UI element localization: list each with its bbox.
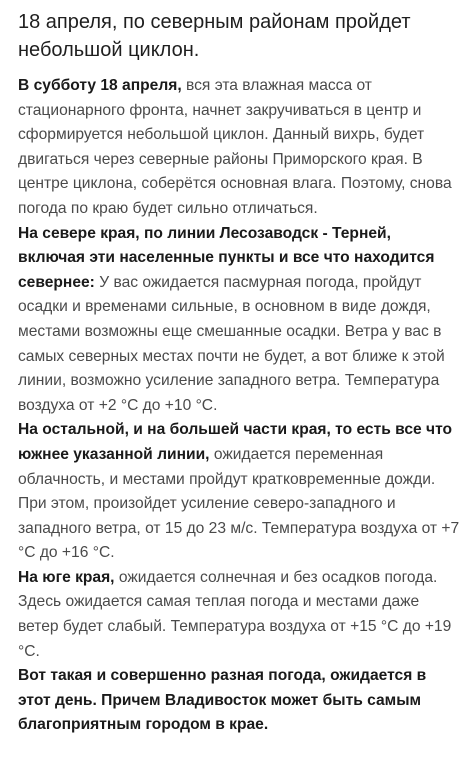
paragraph-conclusion bbox=[18, 664, 460, 738]
paragraph-south bbox=[18, 566, 460, 664]
article-title: 18 апреля, по северным районам пройдет небольшой циклон. bbox=[18, 11, 411, 61]
paragraph-rest bbox=[18, 418, 460, 566]
paragraph-lead: На севере края, по линии Лесозаводск - Терней, включая эти населенные пункты и все что находится севернее: bbox=[18, 224, 435, 291]
paragraph-lead: На юге края, bbox=[18, 568, 115, 586]
paragraph-text: вся эта влажная масса от стационарного фронта, начнет закручиваться в центр и сформируется небольшой циклон. Данный вихрь, будет двигаться через северные районы Приморского края. В центре циклона, соберётся основная влага. Поэтому, снова погода по краю будет сильно отличаться. bbox=[18, 77, 452, 217]
paragraph-text: ожидается солнечная и без осадков погода. Здесь ожидается самая теплая погода и местами даже ветер будет слабый. Температура воздуха от +15 °С до +19 °С. bbox=[18, 568, 452, 660]
paragraph-north bbox=[18, 222, 460, 419]
paragraph-text: У вас ожидается пасмурная погода, пройдут осадки и временами сильные, в основном в виде дождя, местами возможны еще смешанные осадки. Ветра у вас в самых северных местах почти не будет, а вот ближе к этой линии, возможно усиление западного ветра. Температура воздуха от +2 °С до +10 °С. bbox=[18, 273, 445, 414]
paragraph-text: ожидается переменная облачность, и местами пройдут кратковременные дожди. При этом, произойдет усиление северо-западного и западного ветра, от 15 до 23 м/с. Температура воздуха от +7 °С до +16 °С. bbox=[18, 445, 460, 562]
paragraph-lead: В субботу 18 апреля, bbox=[18, 77, 182, 94]
paragraph-lead: Вот такая и совершенно разная погода, ожидается в этот день. Причем Владивосток может быть самым благоприятным городом в крае. bbox=[18, 667, 427, 734]
paragraph-lead: На остальной, и на большей части края, то есть все что южнее указанной линии, bbox=[18, 421, 453, 463]
paragraph-saturday bbox=[18, 74, 460, 222]
